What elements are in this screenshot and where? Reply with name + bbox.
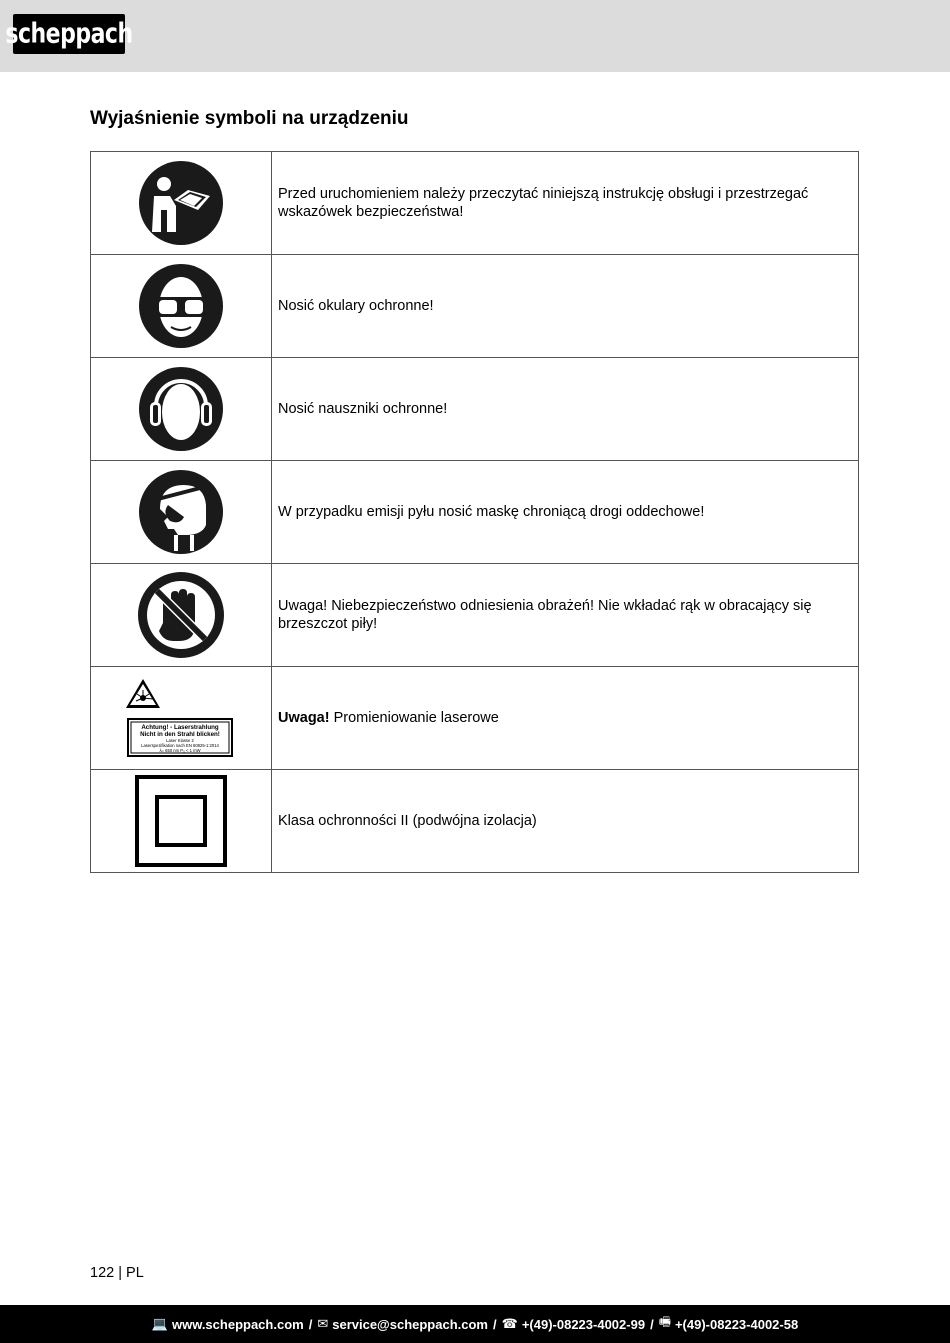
email-icon: ✉: [317, 1316, 329, 1331]
symbol-description: Uwaga! Promieniowanie laserowe: [272, 667, 859, 770]
scheppach-logo: scheppach: [13, 14, 125, 54]
footer-phone: +(49)-08223-4002-99: [521, 1316, 646, 1332]
symbol-description: Nosić okulary ochronne!: [272, 255, 859, 358]
dust-mask-icon: [138, 469, 224, 555]
symbol-row: [91, 152, 859, 255]
safety-goggles-icon: [138, 263, 224, 349]
footer-fax: +(49)-08223-4002-58: [674, 1316, 799, 1332]
symbol-row: [91, 770, 859, 873]
footer-bar: 💻 www.scheppach.com / ✉ service@scheppach.com / ☎ +(49)-08223-4002-99 / 🖷 +(49)-08223-4002-58: [0, 1305, 950, 1343]
symbol-table: [90, 151, 859, 873]
double-insulation-icon: [135, 775, 227, 867]
symbol-row: [91, 564, 859, 667]
fax-icon: 🖷: [658, 1314, 671, 1329]
phone-icon: ☎: [501, 1316, 518, 1331]
no-hands-icon: [137, 571, 225, 659]
laser-label-line-2: Nicht in den Strahl blicken!: [140, 731, 220, 738]
symbol-row: [91, 255, 859, 358]
symbol-row: [91, 358, 859, 461]
laser-warning-icon: [126, 677, 236, 759]
page-number: 122 | PL: [90, 1265, 144, 1281]
symbol-description: Nosić nauszniki ochronne!: [272, 358, 859, 461]
page-title: Wyjaśnienie symboli na urządzeniu: [90, 108, 409, 129]
symbol-description: Klasa ochronności II (podwójna izolacja): [272, 770, 859, 873]
symbol-row: [91, 461, 859, 564]
header-bar: [0, 0, 950, 72]
laser-label-line-1: Achtung! - Laserstrahlung: [141, 724, 219, 731]
footer-website[interactable]: www.scheppach.com: [171, 1316, 304, 1332]
laser-label-line-5: λ= 650 nm P₀ < 1 mW: [159, 748, 201, 753]
laser-label-line-4: Laserspezifikation nach EN 60825-1:2014: [141, 743, 219, 748]
read-manual-icon: [138, 160, 224, 246]
laser-label-line-3: Laser Klasse 2: [166, 738, 194, 743]
warning-bold-text: Uwaga!: [278, 710, 330, 726]
footer-email[interactable]: service@scheppach.com: [332, 1316, 488, 1332]
symbol-description: Przed uruchomieniem należy przeczytać niniejszą instrukcję obsługi i przestrzegać wskazówek bezpieczeństwa!: [272, 152, 859, 255]
ear-protection-icon: [138, 366, 224, 452]
symbol-description: Uwaga! Niebezpieczeństwo odniesienia obrażeń! Nie wkładać rąk w obracający się brzeszczot piły!: [272, 564, 859, 667]
symbol-description: W przypadku emisji pyłu nosić maskę chroniącą drogi oddechowe!: [272, 461, 859, 564]
symbol-row: [91, 667, 859, 770]
computer-icon: 💻: [151, 1316, 168, 1331]
